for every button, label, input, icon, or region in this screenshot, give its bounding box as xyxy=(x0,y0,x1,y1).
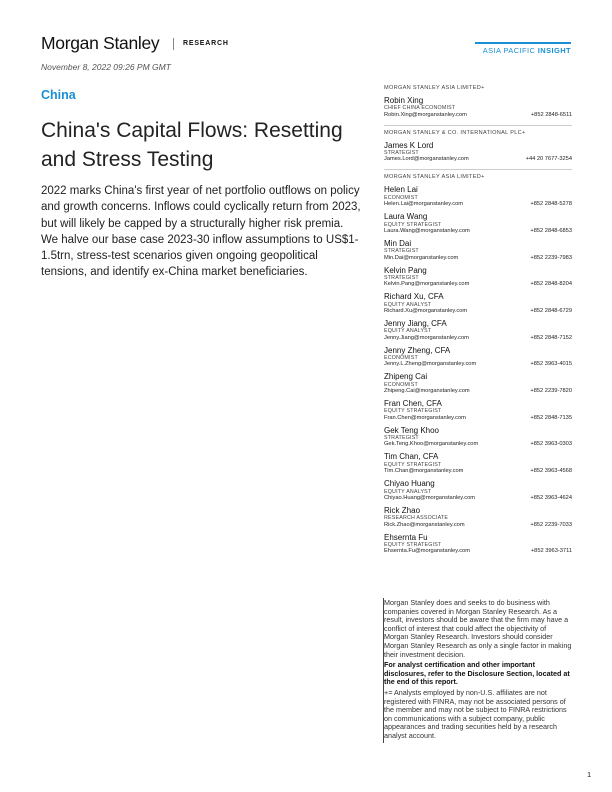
author-entry xyxy=(384,185,572,208)
author-email[interactable]: Min.Dai@morganstanley.com xyxy=(384,254,459,261)
author-name: Min Dai xyxy=(384,238,412,248)
author-entry xyxy=(384,452,572,475)
author-entry xyxy=(384,319,572,342)
author-contact xyxy=(384,388,572,395)
author-contact xyxy=(384,468,572,475)
author-panel xyxy=(384,83,572,598)
header-divider xyxy=(173,38,174,50)
author-entry xyxy=(384,426,572,449)
author-contact xyxy=(384,255,572,262)
author-contact xyxy=(384,522,572,529)
author-email[interactable]: Laura.Wang@morganstanley.com xyxy=(384,227,470,234)
author-role: EQUITY STRATEGIST xyxy=(384,221,442,228)
author-email[interactable]: Tim.Chan@morganstanley.com xyxy=(384,468,464,475)
entity-heading: MORGAN STANLEY ASIA LIMITED+ xyxy=(384,174,485,181)
author-contact xyxy=(384,548,572,555)
author-role: EQUITY ANALYST xyxy=(384,301,432,308)
author-name: Tim Chan, CFA xyxy=(384,452,439,462)
author-phone: +852 3963-4568 xyxy=(530,468,572,475)
author-entry xyxy=(384,346,572,369)
author-name: Chiyao Huang xyxy=(384,479,435,489)
author-phone: +852 3963-0303 xyxy=(530,441,572,448)
report-summary: 2022 marks China's first year of net portfolio outflows on policy and growth concerns. Inflows could cyclically return from 2023, but will likely be capped by a structurally higher risk premia. We halve our base case 2023-30 inflow assumptions to US$1-1.5trn, stress-test scenarios given ongoing geopolitical tensions, and identify ex-China market beneficiaries. xyxy=(41,185,361,279)
author-entry xyxy=(384,239,572,262)
author-contact xyxy=(384,441,572,448)
author-contact xyxy=(384,281,572,288)
entity-heading: MORGAN STANLEY ASIA LIMITED+ xyxy=(384,85,485,91)
author-name: Ehsernta Fu xyxy=(384,532,428,542)
author-phone: +852 2848-6729 xyxy=(530,307,572,314)
author-name: James K Lord xyxy=(384,140,434,150)
author-phone: +44 20 7677-3254 xyxy=(525,156,572,163)
entity-heading: MORGAN STANLEY & CO. INTERNATIONAL PLC+ xyxy=(384,129,526,136)
author-entry xyxy=(384,266,572,289)
author-email[interactable]: Robin.Xing@morganstanley.com xyxy=(384,111,467,118)
author-email[interactable]: Chiyao.Huang@morganstanley.com xyxy=(384,494,476,501)
author-phone: +852 3963-4624 xyxy=(530,494,572,501)
author-phone: +852 2848-6853 xyxy=(530,227,572,234)
author-phone: +852 2848-8204 xyxy=(530,281,572,288)
author-entry xyxy=(384,533,572,556)
author-contact xyxy=(384,415,572,422)
author-role: ECONOMIST xyxy=(384,194,418,201)
author-name: Rick Zhao xyxy=(384,505,421,515)
author-name: Kelvin Pang xyxy=(384,265,427,275)
author-email[interactable]: Zhipeng.Cai@morganstanley.com xyxy=(384,388,470,395)
research-label: RESEARCH xyxy=(183,40,229,47)
author-email[interactable]: Fran.Chen@morganstanley.com xyxy=(384,414,466,421)
author-contact xyxy=(384,112,572,119)
author-phone: +852 3963-3711 xyxy=(530,548,572,555)
author-role: ECONOMIST xyxy=(384,355,418,362)
disclosure-box xyxy=(384,599,572,743)
author-name: Laura Wang xyxy=(384,212,428,222)
author-contact xyxy=(384,228,572,235)
author-email[interactable]: Rick.Zhao@morganstanley.com xyxy=(384,521,465,528)
author-phone: +852 2239-7983 xyxy=(530,254,572,261)
author-entry xyxy=(384,292,572,315)
author-role: ECONOMIST xyxy=(384,381,418,388)
section-label: China xyxy=(41,88,76,102)
author-email[interactable]: James.Lord@morganstanley.com xyxy=(384,156,469,163)
entity-divider xyxy=(384,169,572,170)
author-phone: +852 2848-7135 xyxy=(530,414,572,421)
author-entry xyxy=(384,212,572,235)
entity-divider xyxy=(384,125,572,126)
author-role: EQUITY ANALYST xyxy=(384,488,432,495)
author-name: Jenny Jiang, CFA xyxy=(384,318,447,328)
author-email[interactable]: Helen.Lai@morganstanley.com xyxy=(384,201,464,208)
author-entry xyxy=(384,141,572,164)
author-contact xyxy=(384,361,572,368)
author-phone: +852 2239-7033 xyxy=(530,521,572,528)
author-phone: +852 2848-5278 xyxy=(530,201,572,208)
author-contact xyxy=(384,308,572,315)
report-title: China's Capital Flows: Resetting and Stress Testing xyxy=(41,119,343,171)
author-name: Zhipeng Cai xyxy=(384,372,428,382)
page-number: 1 xyxy=(587,770,592,779)
author-email[interactable]: Richard.Xu@morganstanley.com xyxy=(384,307,468,314)
author-role: EQUITY STRATEGIST xyxy=(384,541,442,548)
author-contact xyxy=(384,201,572,208)
author-name: Gek Teng Khoo xyxy=(384,425,440,435)
author-email[interactable]: Kelvin.Pang@morganstanley.com xyxy=(384,281,470,288)
author-role: CHIEF CHINA ECONOMIST xyxy=(384,105,456,112)
disclosure-paragraph-2: For analyst certification and other important disclosures, refer to the Disclosure Section, located at the end of this report. xyxy=(384,660,570,687)
author-role: EQUITY ANALYST xyxy=(384,328,432,335)
author-name: Fran Chen, CFA xyxy=(384,399,442,409)
author-email[interactable]: Gek.Teng.Khoo@morganstanley.com xyxy=(384,441,479,448)
author-name: Jenny Zheng, CFA xyxy=(384,345,451,355)
author-name: Helen Lai xyxy=(384,185,418,195)
author-role: RESEARCH ASSOCIATE xyxy=(384,515,449,522)
author-phone: +852 2239-7820 xyxy=(530,388,572,395)
author-contact xyxy=(384,495,572,502)
author-role: EQUITY STRATEGIST xyxy=(384,461,442,468)
author-name: Robin Xing xyxy=(384,96,424,105)
author-entry xyxy=(384,96,572,119)
author-contact xyxy=(384,156,572,163)
author-entry xyxy=(384,479,572,502)
insight-prefix: ASIA PACIFIC xyxy=(482,46,536,55)
insight-label xyxy=(475,46,571,55)
author-entry xyxy=(384,506,572,529)
author-entry xyxy=(384,399,572,422)
publish-date: November 8, 2022 09:26 PM GMT xyxy=(41,62,171,72)
author-name: Richard Xu, CFA xyxy=(384,292,444,302)
logo: Morgan Stanley xyxy=(41,33,160,53)
insight-suffix: INSIGHT xyxy=(537,46,571,55)
author-email[interactable]: Ehsernta.Fu@morganstanley.com xyxy=(384,548,470,555)
author-role: STRATEGIST xyxy=(384,248,419,255)
insight-accent-bar xyxy=(475,42,571,44)
author-phone: +852 2848-6511 xyxy=(530,111,572,118)
author-contact xyxy=(384,335,572,342)
author-phone: +852 3963-4015 xyxy=(530,361,572,368)
author-phone: +852 2848-7152 xyxy=(530,334,572,341)
author-role: STRATEGIST xyxy=(384,435,419,442)
author-email[interactable]: Jenny.Jiang@morganstanley.com xyxy=(384,334,469,341)
author-entry xyxy=(384,372,572,395)
author-email[interactable]: Jenny.L.Zheng@morganstanley.com xyxy=(384,361,477,368)
author-role: EQUITY STRATEGIST xyxy=(384,408,442,415)
author-role: STRATEGIST xyxy=(384,150,419,157)
disclosure-paragraph-1: Morgan Stanley does and seeks to do business with companies covered in Morgan Stanley Research. As a result, investors should be aware that the firm may have a conflict of interest that could affect the objectivity of Morgan Stanley Research. Investors should consider Morgan Stanley Research as only a single factor in making their investment decision. xyxy=(384,598,572,659)
author-role: STRATEGIST xyxy=(384,274,419,281)
disclosure-paragraph-3: += Analysts employed by non-U.S. affiliates are not registered with FINRA, may not be associated persons of the member and may not be subject to FINRA restrictions on communications with a subject company, public appearances and trading securities held by a research analyst account. xyxy=(384,687,567,740)
